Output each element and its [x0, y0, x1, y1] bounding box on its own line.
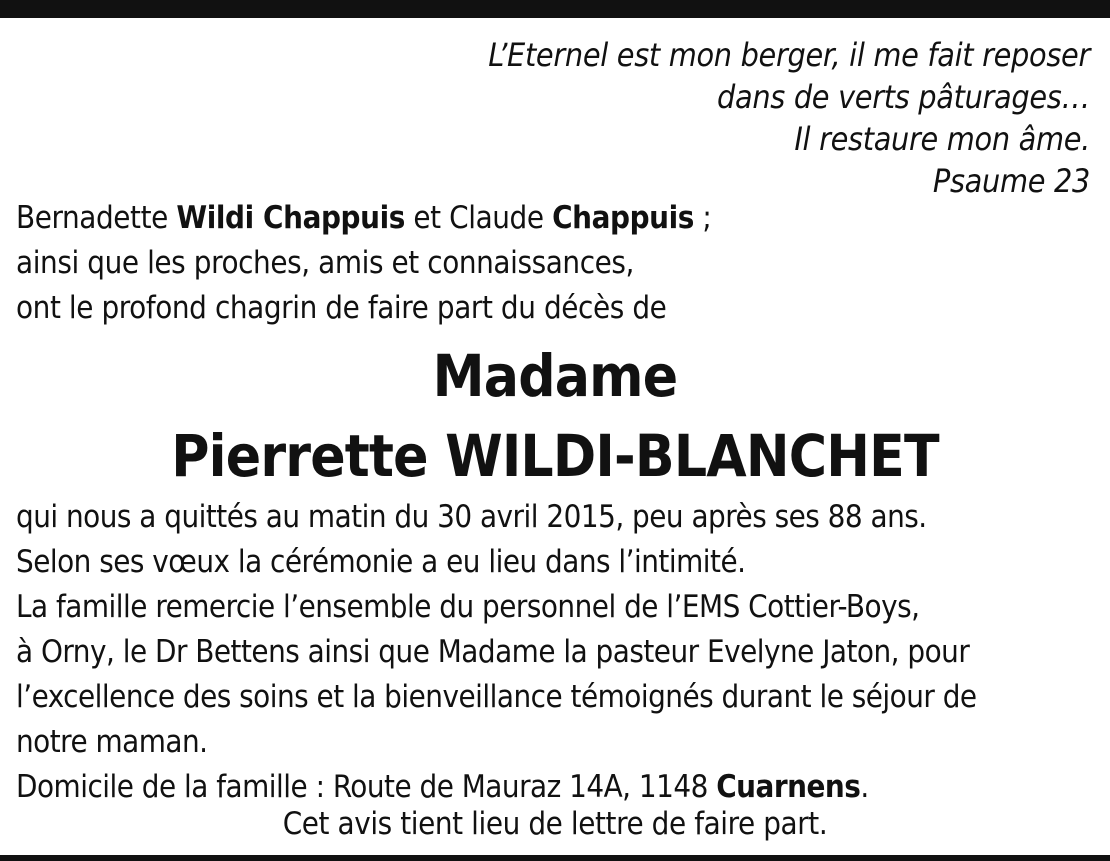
- surname-wildi-chappuis: Wildi Chappuis: [176, 200, 405, 236]
- psalm-quote: [488, 34, 1090, 202]
- body-line: à Orny, le Dr Bettens ainsi que Madame la pasteur Evelyne Jaton, pour: [16, 634, 970, 670]
- psalm-line: dans de verts pâturages…: [717, 78, 1090, 116]
- address-town: Cuarnens: [716, 769, 861, 805]
- bottom-border-rule: [0, 855, 1110, 861]
- announcement-intro: [16, 196, 711, 331]
- connector-text: et Claude: [404, 200, 553, 236]
- announcement-body: [16, 495, 977, 810]
- top-border-rule: [0, 0, 1110, 18]
- psalm-line: Il restaure mon âme.: [794, 120, 1090, 158]
- surname-chappuis: Chappuis: [552, 200, 694, 236]
- address-text: Domicile de la famille : Route de Mauraz 14A, 1148: [16, 769, 717, 805]
- body-line: l’excellence des soins et la bienveillance témoignés durant le séjour de: [16, 679, 977, 715]
- first-name-bernadette: Bernadette: [16, 200, 177, 236]
- deceased-title: Madame: [432, 342, 678, 410]
- family-names-line: [16, 196, 711, 241]
- body-line: notre maman.: [16, 724, 208, 760]
- deceased-name-block: [0, 336, 1110, 496]
- body-line: Selon ses vœux la cérémonie a eu lieu dans l’intimité.: [16, 544, 746, 580]
- intro-line: ont le profond chagrin de faire part du décès de: [16, 290, 667, 326]
- psalm-line: L’Eternel est mon berger, il me fait reposer: [488, 36, 1090, 74]
- body-line: La famille remercie l’ensemble du personnel de l’EMS Cottier-Boys,: [16, 589, 920, 625]
- psalm-reference: Psaume 23: [932, 162, 1090, 200]
- closing-note: Cet avis tient lieu de lettre de faire part.: [282, 806, 828, 842]
- intro-line: ainsi que les proches, amis et connaissances,: [16, 245, 634, 281]
- body-line: qui nous a quittés au matin du 30 avril 2015, peu après ses 88 ans.: [16, 499, 927, 535]
- deceased-name: Pierrette WILDI-BLANCHET: [171, 422, 939, 490]
- punctuation: .: [860, 769, 869, 805]
- punctuation: ;: [693, 200, 712, 236]
